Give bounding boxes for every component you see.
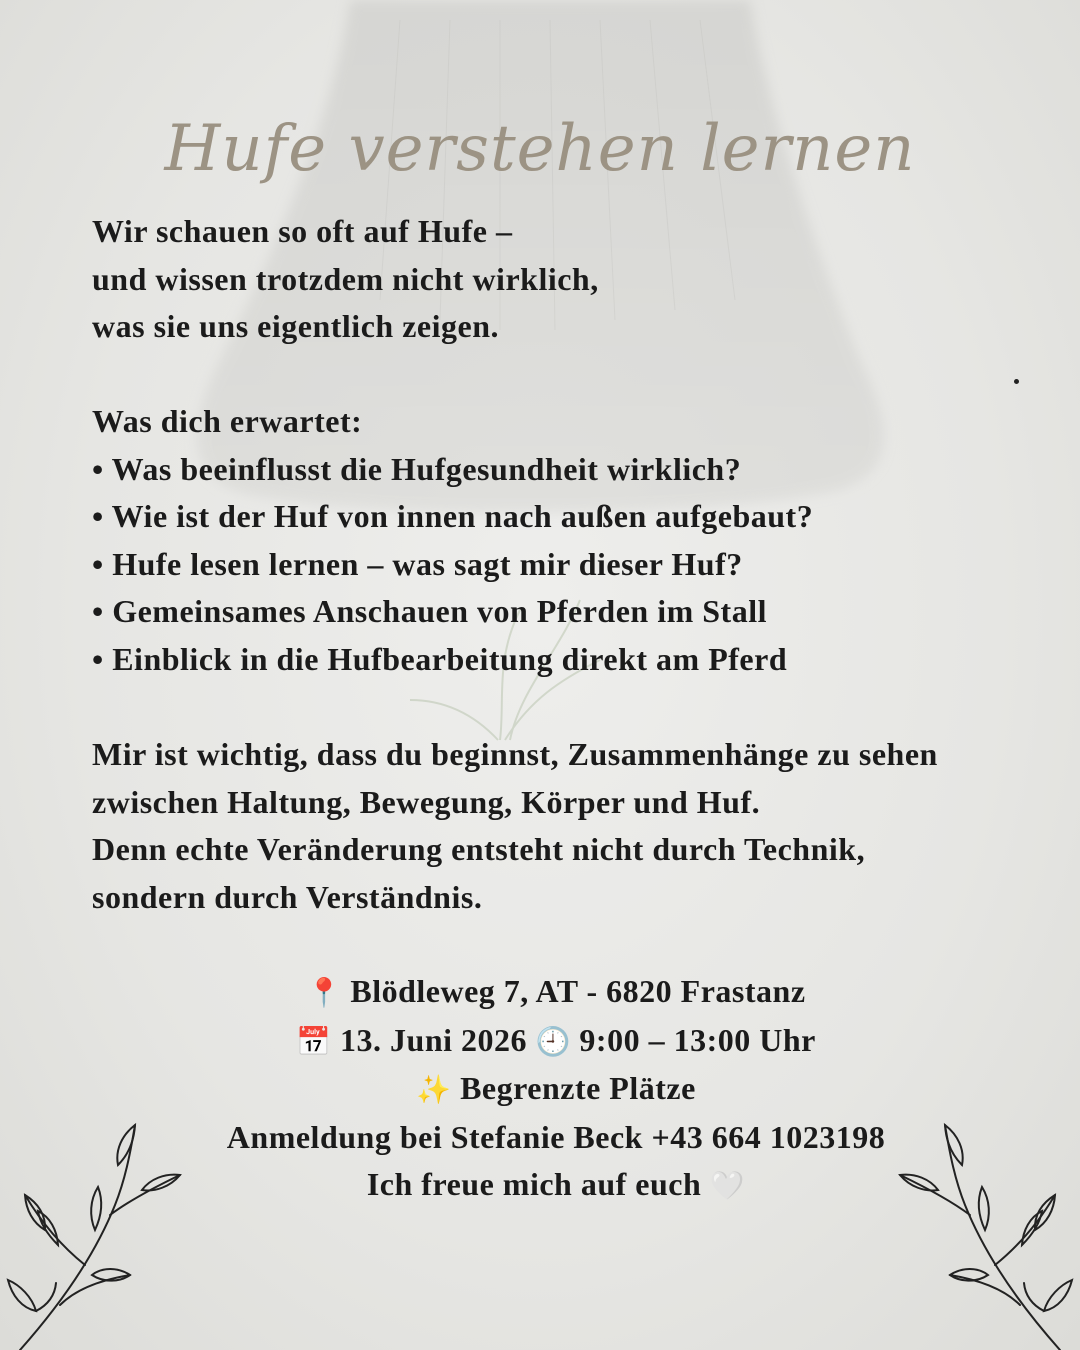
registration-text: Anmeldung bei Stefanie Beck +43 664 1023198 (226, 1118, 886, 1155)
bullet: • (92, 498, 104, 534)
closing-line: Mir ist wichtig, dass du beginnst, Zusammenhänge zu sehen (92, 736, 938, 772)
intro-line: und wissen trotzdem nicht wirklich, (92, 260, 599, 297)
branch-left-icon (0, 1115, 190, 1350)
time-text: 9:00 – 13:00 Uhr (579, 1021, 816, 1058)
date-line (0, 1017, 1080, 1066)
heart-icon: 🤍 (709, 1169, 746, 1202)
places-text: Begrenzte Plätze (460, 1070, 696, 1106)
closing-line: sondern durch Verständnis. (92, 878, 483, 915)
date-text: 13. Juni 2026 (340, 1021, 528, 1058)
list-item-text: Gemeinsames Anschauen von Pferden im Stall (112, 593, 767, 629)
bullet: • (92, 545, 104, 582)
list-item-text: Einblick in die Hufbearbeitung direkt am Pferd (112, 640, 788, 677)
bullet: • (92, 450, 104, 487)
clock-icon: 🕘 (535, 1024, 571, 1058)
list-item (92, 636, 1052, 684)
list-item-text: Hufe lesen lernen – was sagt mir dieser Huf? (112, 545, 743, 582)
intro-line: Wir schauen so oft auf Hufe – (92, 213, 513, 249)
bullet: • (92, 640, 104, 677)
pin-icon: 📍 (306, 976, 342, 1009)
calendar-icon: 📅 (296, 1024, 332, 1058)
closing-text (92, 731, 1052, 921)
location-text: Blödleweg 7, AT - 6820 Frastanz (350, 973, 806, 1009)
decorative-dot (1014, 379, 1019, 384)
list-item-text: Was beeinflusst die Hufgesundheit wirklich? (111, 450, 742, 487)
list-item (92, 588, 1052, 636)
farewell-text: Ich freue mich auf euch (366, 1166, 702, 1202)
expectations-heading: Was dich erwartet: (92, 403, 363, 439)
list-item (92, 446, 1052, 494)
location-line (0, 968, 1080, 1017)
closing-line: Denn echte Veränderung entsteht nicht durch Technik, (92, 831, 866, 867)
branch-right-icon (890, 1115, 1080, 1350)
list-item (92, 541, 1052, 589)
sparkles-icon: ✨ (416, 1073, 452, 1106)
intro-text (92, 208, 1052, 351)
list-item (92, 493, 1052, 541)
intro-line: was sie uns eigentlich zeigen. (92, 308, 499, 344)
list-item-text: Wie ist der Huf von innen nach außen aufgebaut? (111, 498, 814, 534)
bullet: • (92, 593, 104, 629)
places-line (0, 1065, 1080, 1114)
closing-line: zwischen Haltung, Bewegung, Körper und Huf. (92, 783, 761, 820)
expectations-list (92, 398, 1052, 683)
page-title: Hufe verstehen lernen (164, 112, 916, 186)
